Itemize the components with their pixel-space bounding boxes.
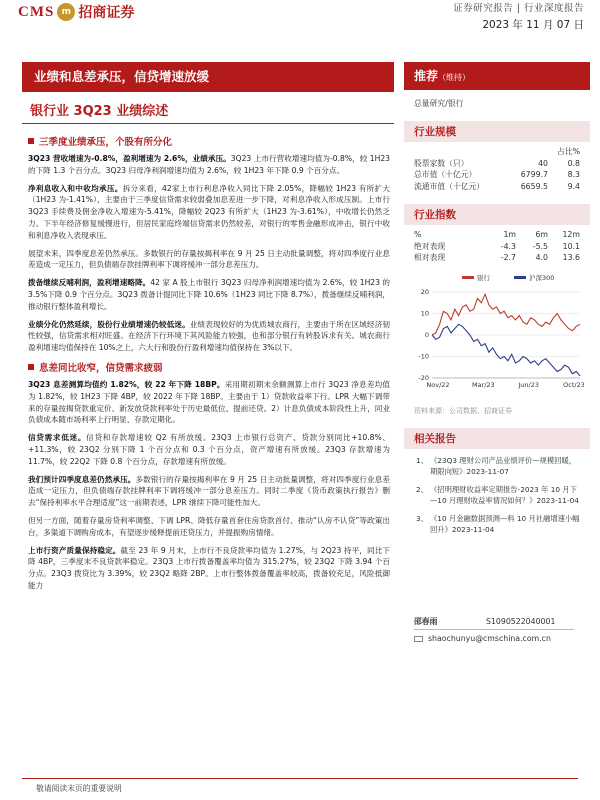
- table-cell: 4.0: [535, 253, 548, 262]
- paragraph: [28, 545, 390, 592]
- paragraph-body: 但另一方面，随着存量房贷利率调整、下调 LPR、降低存量首套住房贷款首付、推动“认房不认贷”等政策出台，多渠道下调购房成本，有望逐步缓释提前还贷压力，并提振购房情绪。: [28, 515, 390, 537]
- category-label: 总量研究/银行: [414, 99, 464, 108]
- footer-note: 敬请阅读末页的重要说明: [36, 784, 122, 793]
- rating-note: （维持）: [438, 73, 471, 82]
- table-header-row: [414, 146, 580, 158]
- report-date: 2023 年 11 月 07 日: [482, 19, 584, 31]
- index-table: [414, 229, 580, 264]
- legend-swatch: [514, 276, 526, 279]
- chart-source: 资料来源：公司数据、招商证券: [414, 406, 512, 415]
- sidebar: [404, 62, 590, 542]
- table-row: [414, 252, 580, 264]
- main-content: [28, 128, 390, 598]
- table-cell: 10.1: [562, 241, 580, 251]
- section-bullet-icon: [28, 364, 34, 370]
- section-heading-text: 三季度业绩承压，个股有所分化: [39, 137, 173, 148]
- table-cell: 总市值（十亿元）: [414, 170, 477, 179]
- analyst-divider: [414, 629, 574, 630]
- scale-heading: 行业规模: [404, 121, 590, 142]
- logo-badge-icon: m: [57, 3, 75, 21]
- paragraph: [28, 277, 390, 312]
- related-item-number: 3、: [416, 513, 428, 523]
- table-cell: 1m: [503, 230, 516, 239]
- analyst-name: 邵春雨: [414, 617, 438, 626]
- mail-icon: [414, 636, 423, 642]
- paragraph: [28, 515, 390, 539]
- table-row: [414, 158, 580, 170]
- paragraph-lead: 业绩分化仍然延续，股份行业绩增速仍较低迷。: [28, 319, 190, 329]
- table-cell: 8.3: [567, 170, 580, 179]
- header-meta: [453, 0, 584, 32]
- related-item-number: 1、: [416, 455, 428, 465]
- paragraph: [28, 153, 390, 177]
- paragraph: [28, 183, 390, 242]
- index-chart-svg: [410, 270, 584, 400]
- logo-cn: 招商证券: [78, 5, 135, 21]
- table-cell: 9.4: [567, 181, 580, 191]
- paragraph-body: 42 家 A 股上市银行 3Q23 归母净利润增速均值为 2.6%，较 1H23 的 3.5%下降 0.9 个百分点。3Q23 拨备计提同比下降 10.6%（1H23 同比下降 8.7%），拨备继续反哺利润，推动银行整体盈利增长。: [28, 278, 391, 311]
- x-tick-label: Mar/23: [471, 380, 495, 389]
- table-cell: -2.7: [500, 253, 516, 262]
- paragraph: [28, 432, 390, 467]
- related-item-number: 2、: [416, 484, 428, 494]
- scale-table: [414, 146, 580, 192]
- table-row: [414, 181, 580, 193]
- related-report-item[interactable]: [416, 513, 580, 535]
- related-report-item[interactable]: [416, 455, 580, 477]
- table-cell: 6m: [535, 230, 548, 239]
- table-cell: 0.8: [567, 158, 580, 168]
- paragraph-lead: 上市行资产质量保持稳定。: [28, 545, 121, 555]
- paragraph: [28, 319, 390, 354]
- series-line: [432, 324, 580, 376]
- page-header: [0, 0, 600, 32]
- table-cell: 6799.7: [520, 170, 548, 179]
- paragraph-lead: 3Q23 息差测算均值约 1.82%，较 22 年下降 18BP。: [28, 379, 225, 389]
- y-tick-label: -10: [418, 352, 429, 360]
- related-report-item[interactable]: [416, 484, 580, 506]
- paragraph-body: 业绩表现较好的为优质城农商行，主要由于所在区域经济韧性较强，信贷需求相对旺盛。在经济下行环境下其风险能力较强，也和部分银行有转股诉求有关。城农商行盈利增速均值保持在 10%之上，六大行和股份行盈利增速均值保持在 3%以下。: [28, 319, 390, 353]
- table-cell: [414, 146, 504, 158]
- table-header-row: [414, 229, 580, 241]
- title-divider: [22, 123, 394, 124]
- y-tick-label: 20: [420, 287, 429, 296]
- table-cell: 40: [538, 158, 548, 168]
- related-list: [416, 455, 580, 535]
- footer-divider: [22, 778, 578, 779]
- analyst-email[interactable]: shaochunyu@cmschina.com.cn: [428, 634, 551, 643]
- paragraph: [28, 379, 390, 426]
- paragraph-lead: 我们预计四季度息差仍然承压。: [28, 474, 136, 484]
- paragraph-body: 展望未来，四季度息差仍然承压。多数银行的存量按揭利率在 9 月 25 日主动批量调整，将对四季度行业息差造成一定压力，但负债端存款挂牌利率下调将缓冲一部分息差压力。: [28, 248, 390, 270]
- paragraph-body: 3Q23 上市行营收增速均值为-0.8%，较 1H23 的下降 1.3 个百分点。3Q23 归母净利润增速均值为 2.6%，较 1H23 年下降 0.9 个百分点。: [28, 154, 390, 175]
- table-cell: 13.6: [562, 253, 580, 262]
- report-title: 业绩和息差承压，信贷增速放缓: [22, 62, 394, 92]
- paragraph-lead: 3Q23 营收增速为-0.8%，盈利增速为 2.6%，业绩承压。: [28, 154, 231, 163]
- legend-label: 沪深300: [529, 273, 555, 282]
- paragraph-body: 采用期初期末余额测算上市行 3Q23 净息差均值为 1.82%，较 1H23 下降 4BP，较 2022 年下降 18BP。主要由于 1）贷款收益率下行。LPR 大幅下调带来的存量按揭贷款重定价、新发放贷款利率处于历史最低位、提前还贷。2）计息负债成本阶段性上升，同业负债成本随市场利率上行明显、存款定期化。: [28, 379, 391, 425]
- table-cell: 股票家数（只）: [414, 158, 469, 168]
- x-tick-label: Jun/23: [518, 380, 539, 389]
- analyst-info: [414, 614, 555, 646]
- legend-swatch: [462, 276, 474, 279]
- paragraph-body: 拆分来看，42家上市行利息净收入同比下降 2.05%，降幅较 1H23 有所扩大（1H23 为-1.41%），主要由于三季度信贷需求较弱叠加息差进一步下降，对利息净收入形成压制。上市行 3Q23 手续费及佣金净收入增速为-5.41%，降幅较 2Q23 有所扩大（1H23 为-3.61%），中收增长仍然乏力。下半年经济修复缓慢进行，但居民家庭终端信贷需求仍然较差，对银行的零售金融形成冲击，银行中收和利息净收入表现承压。: [28, 183, 391, 240]
- table-cell: 流通市值（十亿元）: [414, 181, 485, 191]
- brand-logo: [18, 2, 134, 22]
- table-row: [414, 169, 580, 181]
- paragraph-body: 多数银行的存量按揭利率在 9 月 25 日主动批量调整，将对四季度行业息差造成一定压力，但负债端存款挂牌利率下调将缓冲一部分息差压力。同时二季度《货币政策执行报告》删去“保持利率水平合理适度”这一前期表述，LPR 继续下降可能性加大。: [28, 474, 390, 508]
- table-cell: 占比%: [556, 147, 580, 156]
- index-chart: [410, 270, 584, 400]
- rating-bar: [404, 62, 590, 90]
- section-heading-text: 息差同比收窄，信贷需求疲弱: [39, 362, 163, 374]
- table-cell: %: [414, 230, 422, 239]
- paragraph-lead: 净利息收入和中收均承压。: [28, 183, 123, 193]
- paragraph-lead: 拨备继续反哺利润，盈利增速略降。: [28, 278, 151, 288]
- table-cell: 6659.5: [520, 181, 548, 191]
- y-tick-label: 0: [424, 330, 429, 339]
- section-heading: [28, 134, 390, 148]
- related-item-text[interactable]: 《23Q3 理财公司产品业绩评价—规模回暖，期限向短》2023-11-07: [430, 455, 577, 476]
- table-cell: 12m: [562, 230, 580, 239]
- index-heading: 行业指数: [404, 204, 590, 225]
- report-type: 证券研究报告 | 行业深度报告: [453, 3, 584, 14]
- table-cell: 绝对表现: [414, 241, 446, 251]
- report-subtitle: 银行业 3Q23 业绩综述: [30, 104, 169, 119]
- table-cell: -4.3: [500, 241, 516, 251]
- paragraph: [28, 248, 390, 272]
- table-cell: -5.5: [532, 241, 548, 251]
- paragraph-lead: 信贷需求低迷。: [28, 433, 87, 443]
- section-heading: [28, 360, 390, 374]
- rating-label: 推荐: [414, 69, 439, 83]
- logo-en: CMS: [18, 3, 55, 20]
- y-tick-label: 10: [420, 309, 429, 317]
- section-bullet-icon: [28, 138, 34, 144]
- table-cell: 相对表现: [414, 253, 446, 262]
- analyst-cert: S1090522040001: [486, 617, 556, 626]
- x-tick-label: Nov/22: [426, 380, 450, 389]
- related-item-text[interactable]: 《招明理财收益率定期报告-2023 年 10 月下—10 月理财收益率情况如何？》2023-11-04: [430, 484, 579, 505]
- table-row: [414, 241, 580, 253]
- paragraph: [28, 474, 390, 509]
- legend-label: 银行: [477, 273, 490, 282]
- x-tick-label: Oct/23: [563, 380, 584, 389]
- related-heading: 相关报告: [404, 428, 590, 449]
- y-tick-label: -20: [418, 373, 429, 382]
- table-cell: [504, 146, 548, 158]
- related-item-text[interactable]: 《10 月金融数据预测—料 10 月社融增速小幅回升》2023-11-04: [430, 513, 580, 534]
- paragraph-body: 信贷和存款增速较 Q2 有所放缓。23Q3 上市银行总资产、贷款分别同比+10.8%、+11.3%，较 23Q2 分别下降 1 个百分点和 0.3 个百分点，资产增速有所放缓。23Q3 存款增速为 11.7%，较 22Q2 下降 0.8 个百分点，存款增速有所放缓。: [28, 433, 390, 466]
- paragraph-body: 截至 23 年 9 月末，上市行不良贷款率均值为 1.27%，与 2Q23 持平，同比下降 4BP，三季度末不良贷款率稳定。23Q3 上市行拨备覆盖率均值为 315.27%，较 23Q2 下降 3.94 个百分点。23Q3 拨贷比为 3.39%，较 23Q2 略降 2BP。上市行整体拨备覆盖率较高，拨备较充足，风险抵御能力: [28, 545, 390, 590]
